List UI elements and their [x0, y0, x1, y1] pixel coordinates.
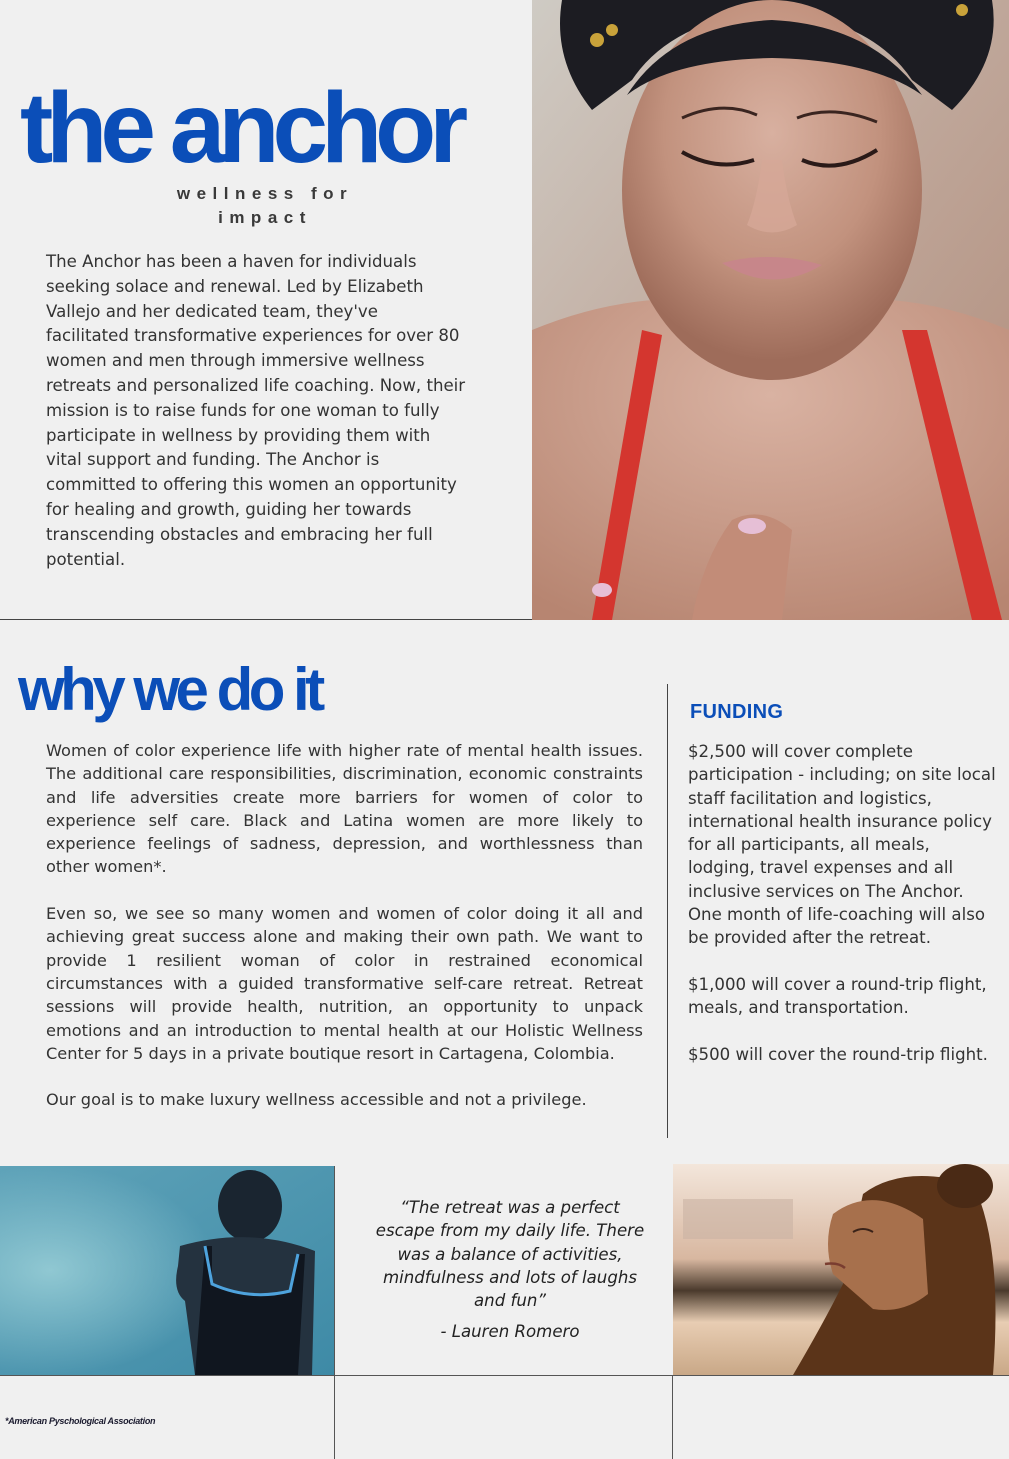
funding-item-1000: $1,000 will cover a round-trip flight, meals, and transportation. — [688, 974, 987, 1018]
testimonial-quote: “The retreat was a perfect escape from my daily life. There was a balance of activities, mindfulness and lots of laughs and fun” — [375, 1198, 645, 1311]
why-paragraph-3: Our goal is to make luxury wellness accessible and not a privilege. — [46, 1090, 587, 1110]
intro-paragraph: The Anchor has been a haven for individuals seeking solace and renewal. Led by Elizabeth Vallejo and her dedicated team, they've facilitated transformative experiences for over 80 women and men through immersive wellness retreats and personalized life coaching. Now, their mission is to raise funds for one woman to fully participate in wellness by providing them with vital support and funding. The Anchor is committed to offering this women an opportunity for healing and growth, guiding her towards transcending obstacles and embracing her full potential. — [46, 252, 466, 569]
why-paragraph-2: Even so, we see so many women and women of color doing it all and achieving great success alone and making their own path. We want to provide 1 resilient woman of color in restrained economical circumstances with a guided transformative self-care retreat. Retreat sessions will provide health, nutrition, an opportunity to unpack emotions and an introduction to mental health at our Holistic Wellness Center for 5 days in a private boutique resort in Cartagena, Colombia. — [46, 904, 643, 1063]
funding-heading: FUNDING — [690, 701, 784, 723]
bottom-grid-rule — [0, 1375, 1009, 1376]
funding-list — [688, 740, 998, 1089]
brand-logo: the anchor — [20, 72, 462, 184]
testimonial-author: - Lauren Romero — [440, 1322, 580, 1342]
funding-item-2500: $2,500 will cover complete participation - including; on site local staff facilitation and logistics, international health insurance policy for all participants, all meals, lodging, travel expenses and all inclusive services on The Anchor. One month of life-coaching will also be provided after the retreat. — [688, 742, 996, 948]
tagline-line-2: impact — [218, 208, 312, 227]
photo-woman-sunset — [673, 1164, 1009, 1375]
bottom-grid-divider-2 — [672, 1375, 673, 1459]
tagline-line-1: wellness for — [176, 184, 354, 203]
why-we-do-it-heading: why we do it — [18, 656, 321, 723]
hero-photo-woman-meditating — [532, 0, 1009, 620]
bottom-grid-divider-1 — [334, 1166, 335, 1459]
photo-woman-back-view — [0, 1166, 334, 1375]
testimonial — [370, 1196, 650, 1344]
why-paragraph-1: Women of color experience life with higher rate of mental health issues. The additional care responsibilities, discrimination, economic constraints and life adversities create more barriers for women of color to experience self care. Black and Latina women are more likely to experience feelings of sadness, depression, and worthlessness than other women*. — [46, 741, 643, 877]
funding-item-500: $500 will cover the round-trip flight. — [688, 1044, 988, 1064]
footnote-citation: *American Pyschological Association — [5, 1416, 156, 1426]
brand-tagline — [130, 182, 400, 230]
section-divider-top — [0, 619, 532, 620]
column-divider — [667, 684, 668, 1138]
why-body — [46, 739, 643, 1112]
